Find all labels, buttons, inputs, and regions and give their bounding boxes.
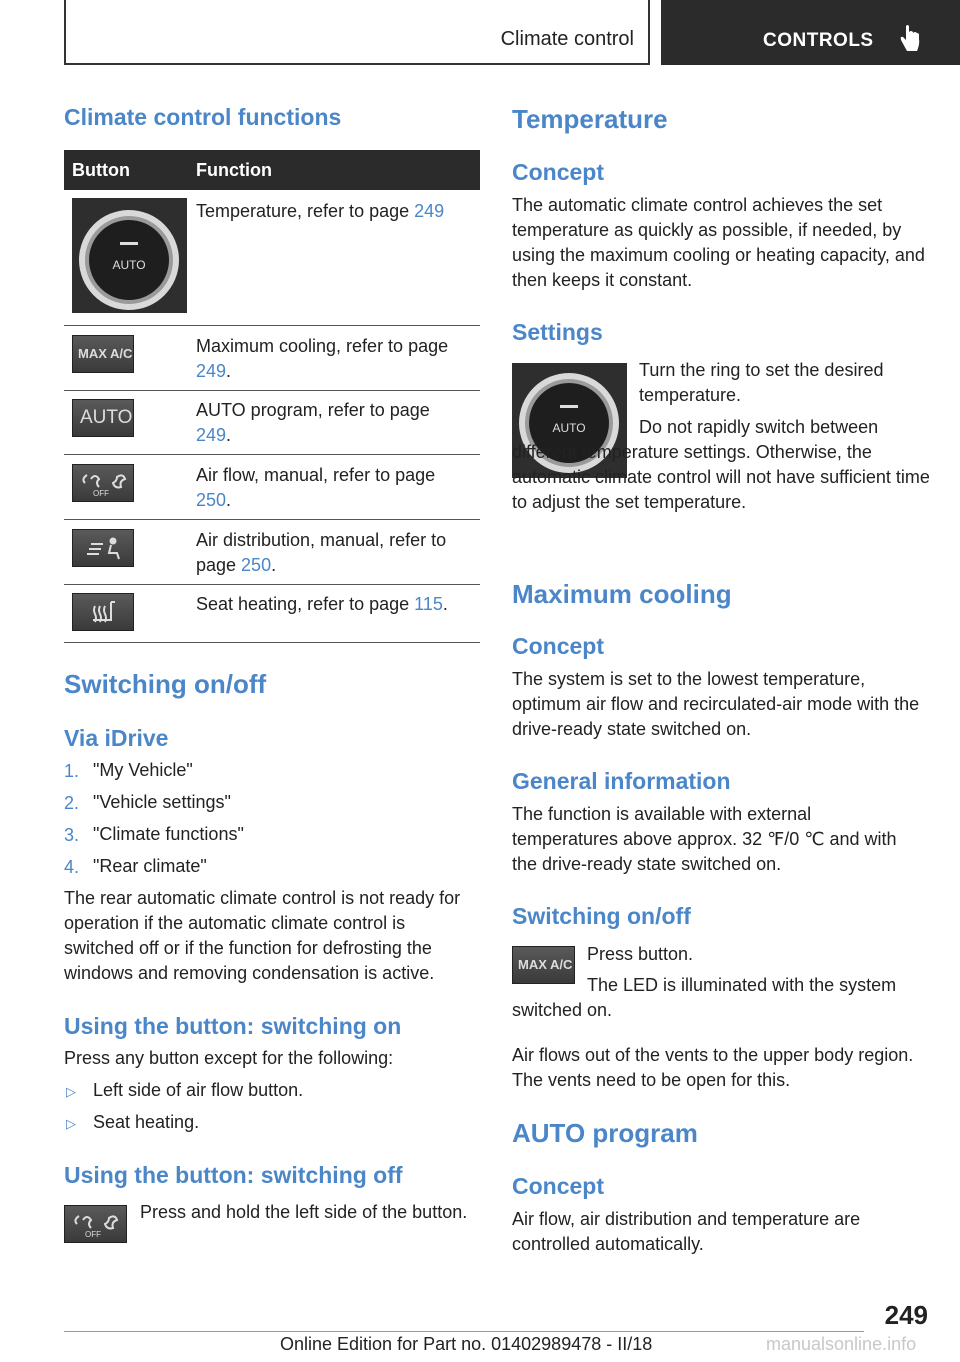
page-link[interactable]: 250 <box>196 490 227 510</box>
switch-text-1: Press button. <box>587 944 694 964</box>
page-link[interactable]: 115 <box>414 594 443 614</box>
watermark: manualsonline.info <box>766 1334 917 1354</box>
footer-divider <box>64 1331 864 1332</box>
button-on-heading: Using the button: switching on <box>64 1013 402 1039</box>
page-link[interactable]: 249 <box>414 201 445 221</box>
settings-text-2: Do not rapidly switch between different temperature settings. Otherwise, the automatic climate control will not have sufficient time to adjust the set temperature. <box>512 417 930 512</box>
page-link[interactable]: 249 <box>196 361 227 381</box>
step-number: 3. <box>64 825 80 845</box>
col-button-header: Button <box>72 160 130 180</box>
svg-text:OFF: OFF <box>85 1230 101 1239</box>
function-text: Seat heating, refer to page 115. <box>196 594 448 614</box>
general-info-text: The function is available with external temperatures above approx. 32 ℉/0 ℃ and with the drive-ready state switched on. <box>512 804 897 874</box>
temperature-heading: Temperature <box>512 104 668 134</box>
svg-text:AUTO: AUTO <box>112 258 146 272</box>
fan-off-icon <box>72 464 134 502</box>
bullet-text: Seat heating. <box>93 1112 200 1132</box>
step-text: "Climate functions" <box>93 824 244 844</box>
auto-concept-text: Air flow, air distribution and temperature are controlled automatically. <box>512 1209 861 1254</box>
max-ac-icon: MAX A/C <box>512 946 575 984</box>
button-off-heading: Using the button: switching off <box>64 1162 403 1188</box>
concept-heading: Concept <box>512 159 604 185</box>
switch-text-2: The LED is illuminated with the system switched on. <box>512 975 897 1020</box>
table-row <box>64 391 480 455</box>
svg-text:OFF: OFF <box>93 489 109 498</box>
settings-text-1: Turn the ring to set the desired temperature. <box>639 360 884 405</box>
max-cooling-concept-text: The system is set to the lowest temperature, optimum air flow and recirculated-air mode with the drive-ready state switched on. <box>512 669 920 739</box>
step-number: 2. <box>64 793 80 813</box>
auto-button-icon: AUTO <box>72 399 134 437</box>
table-row <box>64 520 480 585</box>
max-cooling-heading: Maximum cooling <box>512 579 732 609</box>
step-number: 4. <box>64 857 80 877</box>
seat-heating-icon <box>72 593 134 631</box>
function-text: Temperature, refer to page 249 <box>196 201 445 221</box>
bullet-triangle-icon: ▷ <box>66 1116 76 1131</box>
function-text: Air distribution, manual, refer to page 250. <box>196 530 447 575</box>
chapter-title: CONTROLS <box>763 30 874 51</box>
table-row <box>64 326 480 391</box>
table-row <box>64 455 480 520</box>
pointing-hand-icon <box>899 24 921 54</box>
switching-heading: Switching on/off <box>64 669 267 699</box>
bullet-triangle-icon: ▷ <box>66 1084 76 1099</box>
concept-heading: Concept <box>512 1173 604 1199</box>
air-distribution-icon <box>72 529 134 567</box>
settings-heading: Settings <box>512 319 603 345</box>
auto-program-heading: AUTO program <box>512 1118 698 1148</box>
button-on-text: Press any button except for the following: <box>64 1048 394 1068</box>
table-row <box>64 190 480 326</box>
general-info-heading: General information <box>512 768 731 794</box>
function-text: Air flow, manual, refer to page 250. <box>196 465 436 510</box>
step-text: "My Vehicle" <box>93 760 193 780</box>
page-link[interactable]: 250 <box>241 555 272 575</box>
table-header <box>64 150 480 190</box>
edition-text: Online Edition for Part no. 01402989478 - II/18 <box>280 1334 653 1354</box>
step-number: 1. <box>64 761 80 781</box>
via-idrive-heading: Via iDrive <box>64 725 169 751</box>
function-text: AUTO program, refer to page 249. <box>196 400 430 445</box>
bullet-text: Left side of air flow button. <box>93 1080 304 1100</box>
col-function-header: Function <box>196 160 272 180</box>
function-text: Maximum cooling, refer to page 249. <box>196 336 449 381</box>
fan-off-icon <box>64 1205 127 1243</box>
max-ac-icon: MAX A/C <box>72 335 134 373</box>
switching-on-off-heading: Switching on/off <box>512 903 691 929</box>
step-text: "Rear climate" <box>93 856 207 876</box>
switch-text-3: Air flows out of the vents to the upper body region. The vents need to be open for this. <box>512 1045 914 1090</box>
page-number: 249 <box>884 1300 928 1330</box>
section-title: Climate control <box>500 28 634 50</box>
chapter-tab <box>661 0 960 65</box>
concept-heading: Concept <box>512 633 604 659</box>
auto-knob-icon <box>72 198 187 313</box>
climate-functions-heading: Climate control functions <box>64 104 342 130</box>
svg-text:AUTO: AUTO <box>552 421 586 435</box>
button-off-text: Press and hold the left side of the button. <box>140 1202 468 1222</box>
table-row <box>64 585 480 643</box>
page-link[interactable]: 249 <box>196 425 227 445</box>
header-section-box <box>64 0 650 65</box>
idrive-note: The rear automatic climate control is not ready for operation if the automatic climate control is switched off or if the function for defrosting the windows and removing condensation is active. <box>64 888 461 983</box>
temperature-concept-text: The automatic climate control achieves the set temperature as quickly as possible, if needed, by using the maximum cooling or heating capacity, and then keeps it constant. <box>512 195 925 290</box>
step-text: "Vehicle settings" <box>93 792 231 812</box>
